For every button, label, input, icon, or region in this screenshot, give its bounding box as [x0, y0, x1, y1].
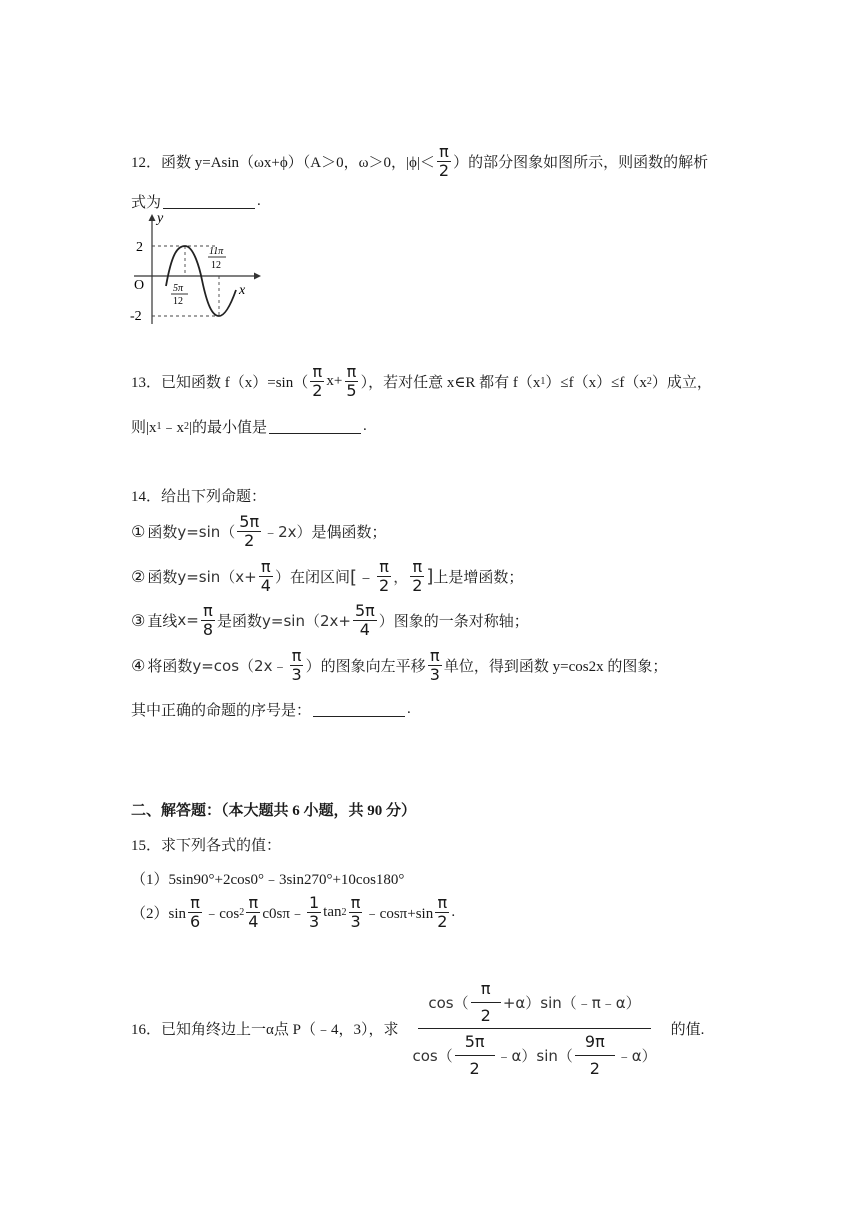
q13-text-a: 13．已知函数 f（x）=sin（	[131, 374, 309, 391]
q14-answer-text: 其中正确的命题的序号是：	[131, 703, 312, 719]
q15-part1	[131, 868, 404, 889]
q14-p3-h: 图象的一条对称轴；	[393, 613, 529, 630]
q15-part1-text: （1）5sin90°+2cos0°﹣3sin270°+10cos180°	[131, 872, 405, 888]
q15-frac2-num: π	[248, 893, 259, 912]
q14-p2-e: [﹣	[349, 567, 375, 589]
q16-den-frac1-num: 5π	[455, 1033, 495, 1056]
q14-p2-d: 在闭区间	[289, 569, 350, 586]
q13-l2-sub1: 1	[156, 421, 162, 432]
q14-p1-b: y=sin（	[177, 522, 236, 541]
q16-den-frac2-den: 2	[589, 1058, 600, 1078]
q14-p3-mark: ③	[131, 610, 146, 630]
tick2-num: 11π	[209, 246, 224, 257]
q14-p4-e: 单位，得到函数 y=cos2x 的图象；	[443, 658, 668, 675]
q13-line1	[131, 363, 712, 399]
q13-l2-end: .	[363, 418, 367, 434]
q15-frac5-num: π	[437, 893, 448, 912]
q15-p2-d: tan	[323, 903, 342, 920]
q15-sup3: 2	[341, 906, 347, 918]
q14-p3-b: x=	[177, 611, 199, 630]
q14-p3-frac	[201, 602, 215, 638]
q16-text-post: 的值.	[670, 1022, 705, 1039]
q16-den-c: ﹣α）	[616, 1046, 657, 1065]
q14-p3-frac2	[353, 602, 377, 638]
q13-frac2-num: π	[346, 362, 357, 381]
q15-frac2-den: 4	[248, 911, 259, 931]
q14-answer-line	[131, 699, 411, 720]
q15-p2-a: （2）sin	[131, 905, 187, 922]
q16-num-frac	[471, 980, 501, 1024]
q16-den-frac1-den: 2	[469, 1058, 480, 1078]
q15-part2	[131, 894, 455, 930]
q14-p2-c: ）	[274, 567, 290, 586]
q14-p2-mark: ②	[131, 566, 146, 586]
q12-graph	[128, 212, 263, 330]
q15-frac3-den: 3	[308, 911, 320, 931]
q15-frac3	[307, 894, 321, 930]
q15-p2-c: c0sπ﹣	[262, 905, 305, 922]
x-axis-label: x	[239, 283, 246, 298]
q14-p3-frac2-num: 5π	[354, 601, 375, 620]
q15-p2-b: ﹣cos	[204, 905, 240, 922]
q14-p2-frac-den: 4	[260, 575, 271, 595]
q15-sup2: 2	[239, 906, 245, 918]
q14-p4-c: ）	[305, 656, 321, 675]
q12-answer-blank	[163, 194, 255, 209]
q14-p2-frac2-num: π	[379, 557, 389, 576]
q16-den-b: ﹣α）sin（	[496, 1046, 573, 1065]
q14-p3-frac2-den: 4	[359, 619, 370, 639]
section-heading	[131, 799, 416, 820]
q12-line2-end: .	[257, 193, 261, 209]
q14-p4-frac-den: 3	[291, 664, 302, 684]
q13-frac2	[344, 363, 358, 399]
q14-p3-frac-den: 8	[202, 619, 213, 639]
q14-answer-end: .	[407, 701, 411, 717]
q16-den-frac2-num: 9π	[575, 1033, 615, 1056]
q15-frac1-den: 6	[190, 911, 201, 931]
q15-frac4	[348, 894, 362, 930]
q14-p3-d: y=sin（2x+	[262, 611, 351, 630]
q14-p3-a: 直线	[147, 613, 178, 630]
q14-p2-k: 上是增函数；	[433, 569, 524, 586]
q14-prop2	[131, 558, 523, 594]
q14-title	[131, 485, 266, 506]
q14-p1-frac-num: 5π	[239, 512, 260, 531]
q15-frac5	[435, 894, 449, 930]
q15-frac1	[188, 894, 202, 930]
q13-frac1-den: 2	[312, 380, 323, 400]
q16-numerator	[418, 980, 650, 1029]
q14-p2-frac3	[410, 558, 424, 594]
q14-prop4	[131, 647, 667, 683]
q14-p4-d: 的图象向左平移	[320, 658, 426, 675]
q13-l2-c: |的最小值是	[189, 420, 268, 436]
q13-frac1-num: π	[312, 362, 323, 381]
q13-l2-a: 则|x	[131, 420, 157, 436]
q12-frac-den: 2	[438, 160, 450, 180]
q13-l2-sub2: 2	[184, 421, 190, 432]
q14-p4-frac2-den: 3	[429, 664, 440, 684]
q16-big-fraction	[402, 980, 666, 1077]
q13-sub2: 2	[646, 375, 652, 387]
q15-title-text: 15．求下列各式的值：	[131, 838, 282, 854]
q14-p2-frac2	[377, 558, 391, 594]
q15-frac1-num: π	[190, 893, 200, 912]
tick1-num: 5π	[173, 283, 184, 294]
q16-den-frac2	[575, 1033, 615, 1077]
q12-line2	[131, 191, 261, 212]
q13-sub1: 1	[540, 375, 546, 387]
tick1-den: 12	[173, 296, 183, 307]
q12-line1	[131, 143, 708, 179]
q12-frac-num: π	[439, 142, 449, 161]
q13-text-b: x+	[326, 372, 343, 389]
q14-title-text: 14．给出下列命题：	[131, 489, 267, 505]
q16-den-a: cos（	[412, 1046, 453, 1065]
q14-p2-frac3-num: π	[412, 557, 423, 576]
q14-p2-frac-num: π	[261, 557, 271, 576]
q14-prop3	[131, 602, 529, 638]
q16-denominator	[402, 1029, 666, 1077]
q12-line2-text: 式为	[131, 195, 162, 211]
q15-frac3-num: 1	[308, 893, 320, 912]
q14-p4-frac2-num: π	[429, 646, 440, 665]
q14-p4-mark: ④	[131, 655, 146, 675]
q14-p4-frac	[289, 647, 303, 683]
q13-answer-blank	[269, 419, 361, 434]
q15-frac4-den: 3	[350, 911, 361, 931]
q15-frac2	[246, 894, 260, 930]
y-axis-arrow-icon	[149, 214, 156, 221]
y-min-label: -2	[130, 309, 142, 324]
q14-p2-frac2-den: 2	[379, 575, 390, 595]
q14-p3-e: ）	[378, 611, 394, 630]
q15-frac4-num: π	[350, 893, 361, 912]
q14-p2-frac	[259, 558, 273, 594]
origin-label: O	[134, 278, 145, 293]
q14-p1-c: ﹣2x）	[263, 522, 312, 541]
q15-p2-e: ﹣cosπ+sin	[364, 905, 434, 922]
q14-answer-blank	[313, 702, 405, 717]
q16-text-pre: 16．已知角终边上一α点 P（﹣4，3），求	[131, 1022, 399, 1039]
q13-text-d: ）≤f（x）≤f（x	[545, 374, 647, 391]
q13-line2	[131, 416, 367, 437]
q14-p2-frac3-den: 2	[412, 575, 423, 595]
q14-p1-mark: ①	[131, 521, 146, 541]
q14-p2-j: ]	[426, 565, 434, 587]
q15-frac5-den: 2	[437, 911, 448, 931]
q12-fraction	[437, 143, 451, 179]
q16-num-b: +α）sin（﹣π﹣α）	[502, 993, 641, 1012]
q14-p2-h: ，	[393, 567, 409, 586]
q12-text-a: 12．函数 y=Asin（ωx+ϕ）（A＞0，ω＞0，|ϕ|＜	[131, 154, 435, 171]
q14-p2-b: y=sin（x+	[177, 567, 257, 586]
q16-line	[131, 980, 704, 1077]
q14-p1-a: 函数	[147, 524, 178, 541]
y-max-label: 2	[136, 240, 143, 255]
q16-num-a: cos（	[428, 993, 469, 1012]
tick2-den: 12	[211, 260, 221, 271]
q13-frac2-den: 5	[346, 380, 357, 400]
q14-p4-a: 将函数	[147, 658, 193, 675]
q12-text-b: ）的部分图象如图所示，则函数的解析	[453, 154, 709, 171]
y-axis-label: y	[157, 212, 164, 226]
q14-prop1	[131, 513, 387, 549]
q14-p3-c: 是函数	[217, 613, 263, 630]
x-axis-arrow-icon	[254, 273, 261, 280]
q14-p1-frac-den: 2	[244, 530, 255, 550]
q15-title	[131, 834, 281, 855]
q14-p4-b: y=cos（2x﹣	[192, 656, 288, 675]
q14-p1-d: 是偶函数；	[311, 524, 387, 541]
q16-num-frac-den: 2	[480, 1005, 491, 1025]
q14-p3-frac-num: π	[203, 601, 213, 620]
q14-p4-frac-num: π	[291, 646, 302, 665]
q13-frac1	[310, 363, 324, 399]
q14-p1-frac	[237, 513, 261, 549]
q16-num-frac-num: π	[471, 980, 501, 1003]
q16-den-frac1	[455, 1033, 495, 1077]
section-heading-text: 二、解答题：（本大题共 6 小题，共 90 分）	[131, 803, 417, 819]
q13-text-e: ）成立，	[651, 374, 712, 391]
q13-text-c: ），若对任意 x∈R 都有 f（x	[360, 374, 541, 391]
q15-p2-end: .	[451, 903, 456, 920]
q14-p4-frac2	[428, 647, 442, 683]
q14-p2-a: 函数	[147, 569, 178, 586]
q13-l2-b: ﹣x	[161, 420, 185, 436]
